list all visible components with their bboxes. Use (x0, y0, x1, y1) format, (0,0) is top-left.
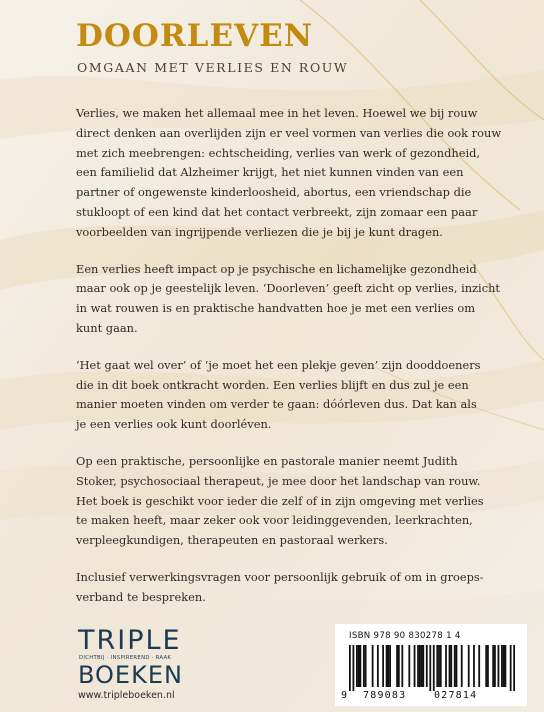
barcode-bar (426, 645, 428, 687)
blurb-line: direct denken aan overlijden zijn er veel vormen van verlies die ook rouw (76, 125, 502, 140)
barcode-bar (401, 645, 403, 687)
barcode-bar (387, 645, 389, 687)
barcode-bar (445, 645, 447, 687)
barcode-bar (358, 645, 360, 687)
barcode-bar (419, 645, 421, 687)
barcode-bar (473, 645, 475, 687)
blurb-line: je een verlies ook kunt doorléven. (76, 417, 272, 432)
barcode-bar (365, 645, 367, 687)
blurb-line: Verlies, we maken het allemaal mee in het leven. Hoewel we bij rouw (76, 106, 478, 120)
blurb-line: kunt gaan. (76, 320, 138, 335)
logo-wordmark-bottom: BOEKEN (78, 661, 183, 689)
blurb-line: Een verlies heeft impact op je psychische en lichamelijke gezondheid (76, 261, 477, 276)
barcode-bar (433, 645, 435, 691)
barcode-bar (389, 645, 391, 687)
blurb-paragraph-4 (76, 452, 516, 551)
blurb-line: verband te bespreken. (76, 589, 206, 604)
barcode-bar (505, 645, 507, 687)
blurb-line: maar ook op je geestelijk leven. ‘Doorleven’ geeft zicht op verlies, inzicht (76, 281, 500, 296)
book-title: DOORLEVEN (76, 18, 314, 54)
blurb-text (76, 104, 516, 625)
blurb-line: partner of ongewenste kinderloosheid, abortus, een vriendschap die (76, 185, 472, 200)
publisher-url: www.tripleboeken.nl (78, 690, 175, 701)
barcode-bar (498, 645, 500, 687)
barcode-bar (454, 645, 456, 687)
barcode-bar (414, 645, 416, 687)
blurb-paragraph-5 (76, 568, 516, 608)
blurb-line: te maken heeft, maar zeker ook voor leidinggevenden, leerkrachten, (76, 513, 473, 528)
blurb-line: stukloopt of een kind dat het contact verbreekt, zijn zomaar een paar (76, 204, 478, 219)
barcode-bar (503, 645, 505, 687)
barcode-bar (461, 645, 463, 687)
barcode-bar (438, 645, 440, 687)
barcode-bar (440, 645, 442, 687)
ean-first-digit: 9 (341, 690, 348, 701)
blurb-paragraph-2 (76, 260, 516, 339)
barcode-bar (417, 645, 419, 687)
barcode-bar (386, 645, 388, 687)
barcode-bar (494, 645, 496, 687)
isbn-text: ISBN 978 90 830278 1 4 (349, 631, 461, 641)
barcode-bar (478, 645, 480, 687)
logo-wordmark-top: TRIPLE (78, 625, 182, 656)
barcode-bar (487, 645, 489, 687)
barcode-bar (456, 645, 458, 687)
blurb-line: ‘Het gaat wel over’ of ‘je moet het een plekje geven’ zijn dooddoeners (76, 357, 481, 372)
publisher-logo (78, 625, 188, 689)
barcode-bar (396, 645, 398, 687)
blurb-line: manier moeten vinden om verder te gaan: dóórleven dus. Dat kan als (76, 397, 477, 412)
barcode-bar (501, 645, 503, 687)
blurb-paragraph-1 (76, 104, 516, 243)
barcode-bar (372, 645, 374, 687)
barcode-bar (436, 645, 438, 687)
blurb-line: Op een praktische, persoonlijke en pastorale manier neemt Judith (76, 453, 458, 468)
barcode-bar (398, 645, 400, 687)
barcode-bar (421, 645, 423, 687)
blurb-line: die in dit boek ontkracht worden. Een verlies blijft en dus zul je een (76, 377, 469, 392)
blurb-line: in wat rouwen is en praktische handvatten hoe je met een verlies om (76, 301, 476, 316)
ean-left-digits: 789083 (363, 690, 407, 701)
barcode-bar (422, 645, 424, 687)
barcode-bar (450, 645, 452, 687)
blurb-line: Het boek is geschikt voor ieder die zelf of in zijn omgeving met verlies (76, 493, 484, 508)
barcode-bar (349, 645, 351, 691)
isbn-barcode (335, 624, 527, 706)
barcode-bar (382, 645, 384, 687)
barcode-bar (363, 645, 365, 687)
blurb-line: Stoker, psychosociaal therapeut, je mee door het landschap van rouw. (76, 473, 481, 488)
barcode-bar (359, 645, 361, 687)
blurb-line: met zich meebrengen: echtscheiding, verlies van werk of gezondheid, (76, 145, 481, 160)
barcode-bar (429, 645, 431, 691)
barcode-bar (492, 645, 494, 687)
blurb-line: verpleegkundigen, therapeuten en pastoraal werkers. (76, 533, 388, 548)
barcode-bars (349, 645, 515, 691)
barcode-bar (356, 645, 358, 687)
barcode-bar (449, 645, 451, 687)
blurb-line: een familielid dat Alzheimer krijgt, het niet kunnen vinden van een (76, 165, 464, 180)
barcode-bar (352, 645, 354, 691)
blurb-line: Inclusief verwerkingsvragen voor persoonlijk gebruik of om in groeps- (76, 569, 484, 584)
barcode-bar (377, 645, 379, 687)
logo-tagline: DICHTBIJ · INSPIREREND · RAAK (79, 655, 172, 661)
barcode-bar (408, 645, 410, 687)
barcode-bar (513, 645, 515, 691)
blurb-line: voorbeelden van ingrijpende verliezen die je bij je kunt dragen. (76, 224, 443, 239)
book-subtitle: OMGAAN MET VERLIES EN ROUW (77, 60, 349, 75)
blurb-paragraph-3 (76, 356, 516, 435)
barcode-bar (485, 645, 487, 687)
barcode-bar (468, 645, 470, 687)
ean-right-digits: 027814 (434, 690, 478, 701)
barcode-bar (510, 645, 512, 691)
